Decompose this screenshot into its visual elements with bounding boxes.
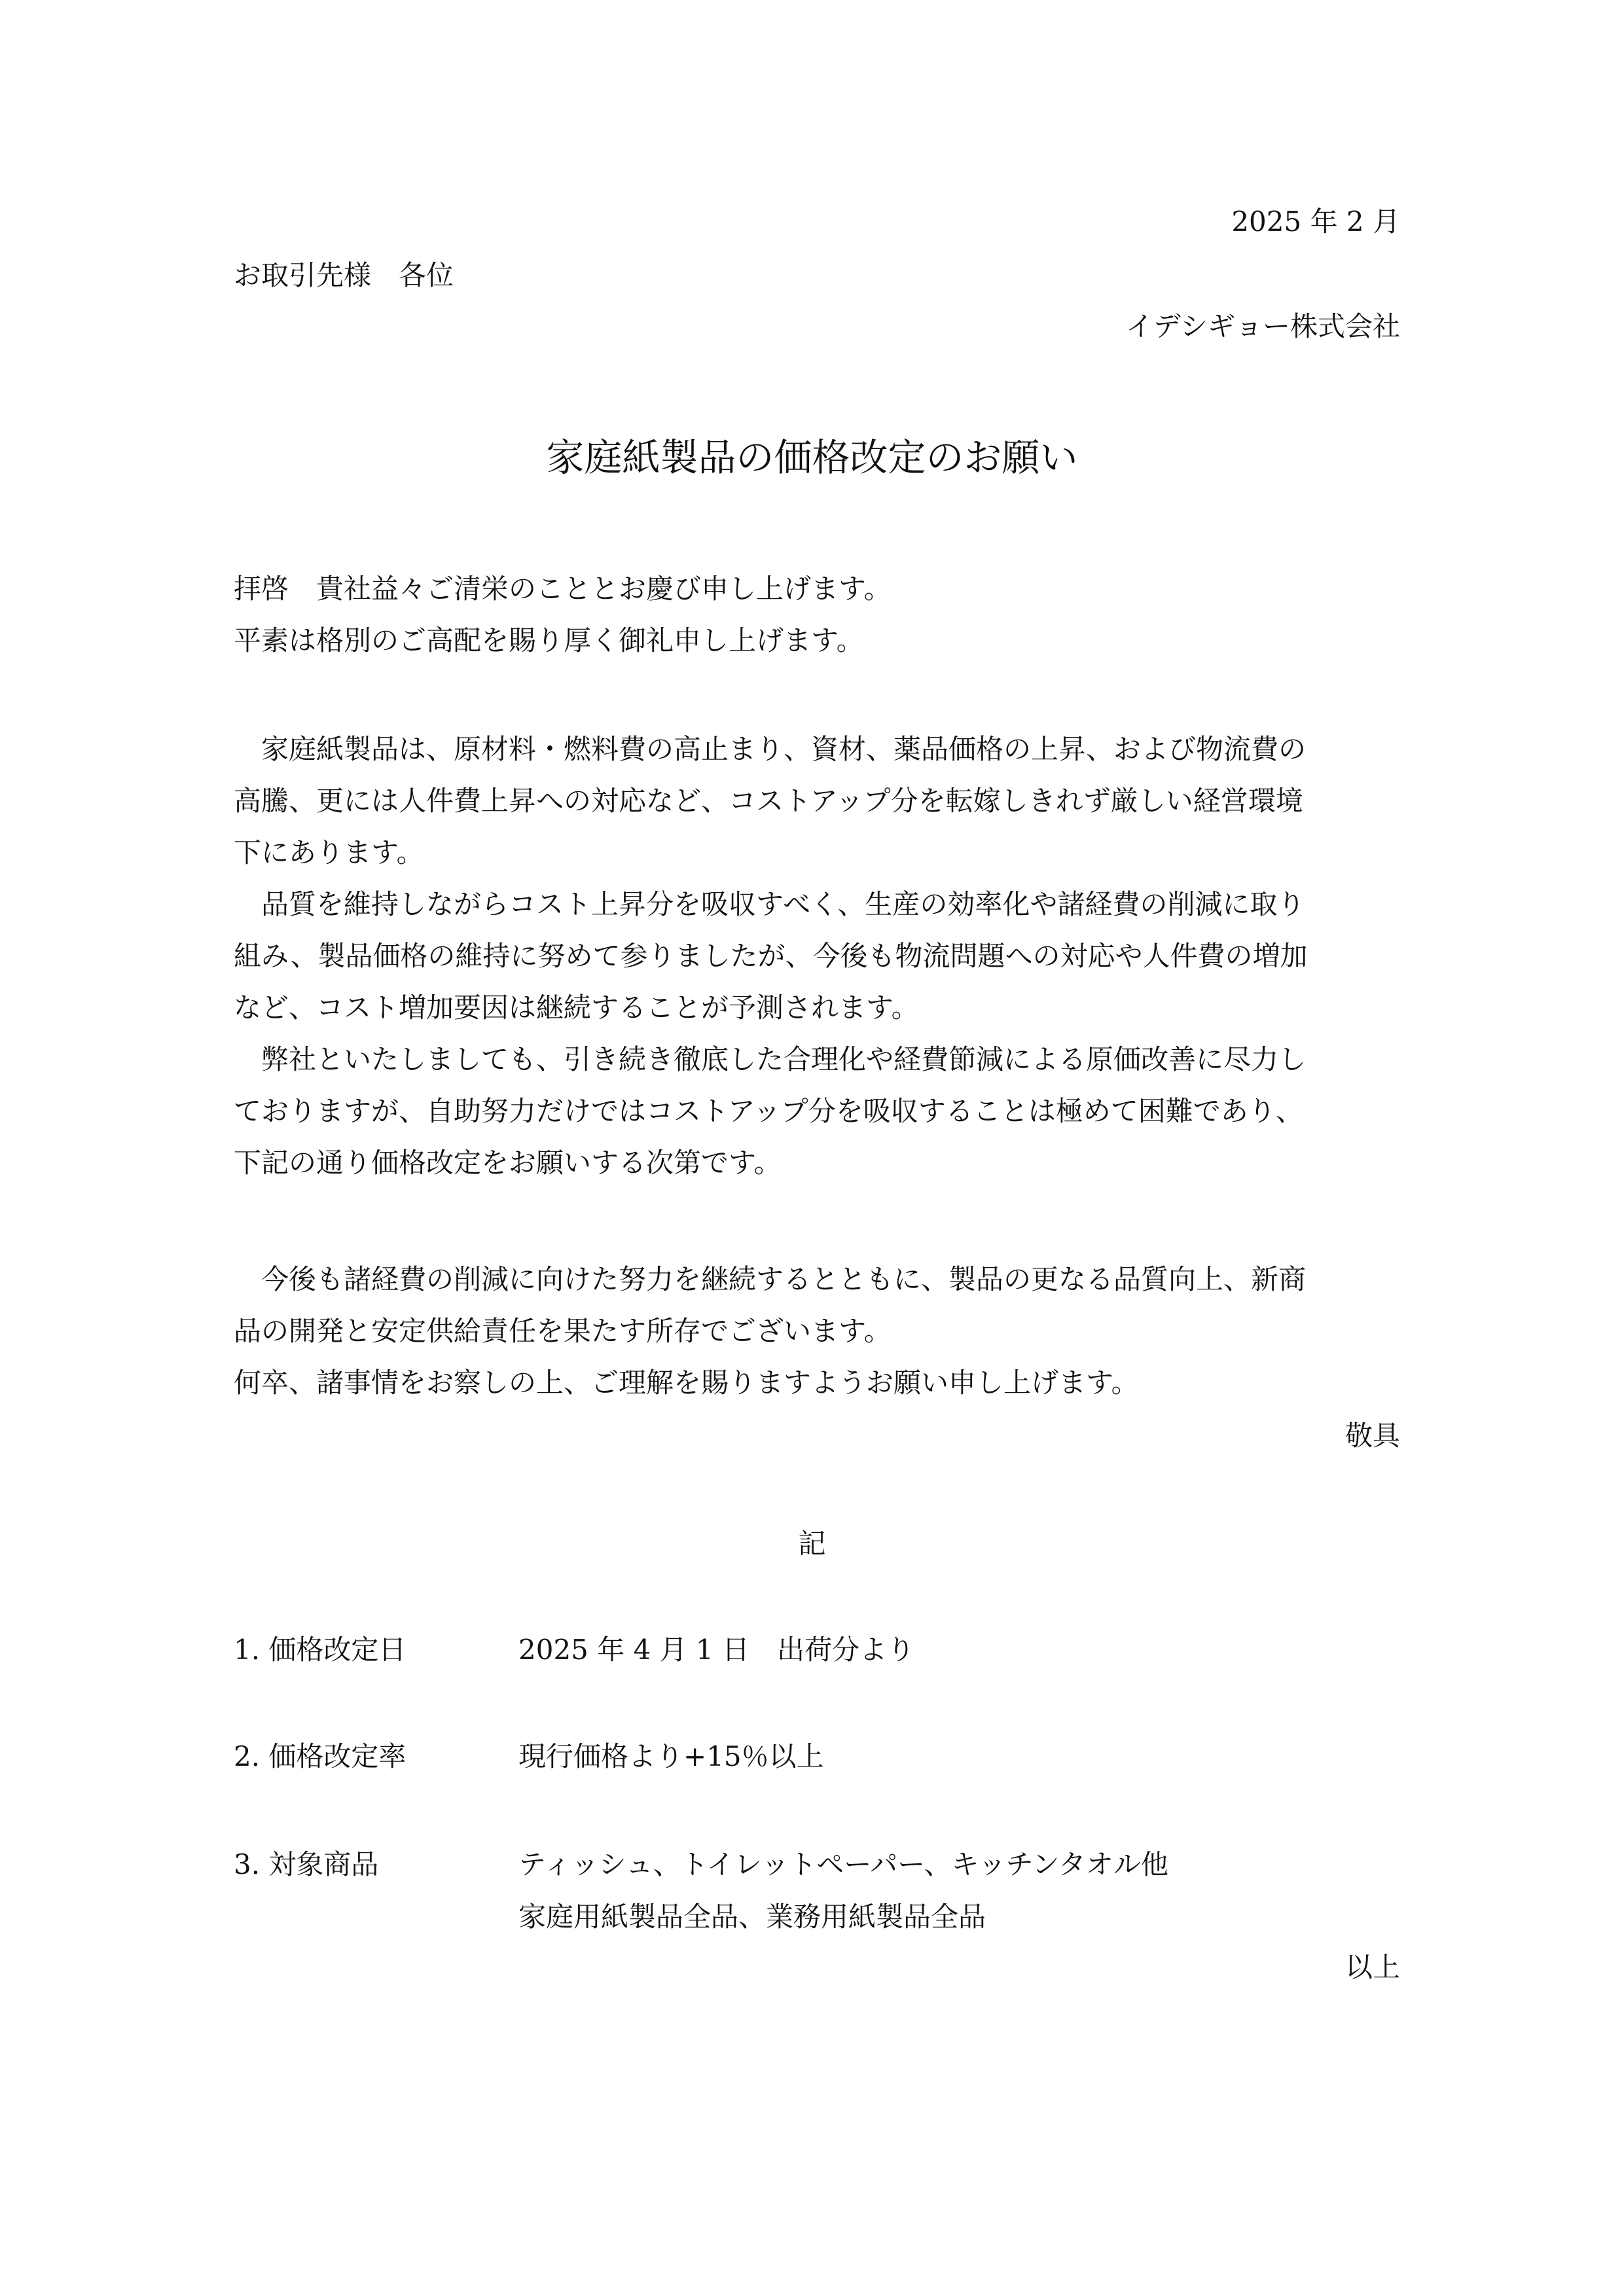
item-2-label: 2. 価格改定率	[234, 1740, 406, 1772]
body-line: 高騰、更には人件費上昇への対応など、コストアップ分を転嫁しきれず厳しい経営環境	[234, 785, 1303, 817]
item-3-value: ティッシュ、トイレットペーパー、キッチンタオル他	[518, 1848, 1168, 1880]
body-line: 下記の通り価格改定をお願いする次第です。	[234, 1147, 782, 1179]
body-line: など、コスト増加要因は継続することが予測されます。	[234, 992, 919, 1024]
body-line: 組み、製品価格の維持に努めて参りましたが、今後も物流問題への対応や人件費の増加	[234, 940, 1308, 972]
page-title: 家庭紙製品の価格改定のお願い	[546, 435, 1078, 480]
body-line: 弊社といたしましても、引き続き徹底した合理化や経費節減による原価改善に尽力し	[234, 1043, 1307, 1075]
greeting	[234, 563, 1399, 666]
greeting-line: 拝啓 貴社益々ご清栄のこととお慶び申し上げます。	[234, 573, 892, 605]
body-line: 品質を維持しながらコスト上昇分を吸収すべく、生産の効率化や諸経費の削減に取り	[234, 888, 1305, 920]
sender-company: イデシギョー株式会社	[1125, 310, 1400, 342]
body-line: ておりますが、自助努力だけではコストアップ分を吸収することは極めて困難であり、	[234, 1095, 1303, 1127]
closing: 敬具	[1344, 1420, 1400, 1452]
end-mark: 以上	[1344, 1951, 1400, 1983]
recipient: お取引先様 各位	[234, 259, 454, 291]
body-line: 家庭紙製品は、原材料・燃料費の高止まり、資材、薬品価格の上昇、および物流費の	[234, 733, 1307, 765]
ki-heading: 記	[798, 1528, 826, 1560]
item-2-value: 現行価格より+15％以上	[518, 1740, 824, 1772]
body-line: 今後も諸経費の削減に向けた努力を継続するとともに、製品の更なる品質向上、新商	[234, 1263, 1307, 1295]
item-3-value-2: 家庭用紙製品全品、業務用紙製品全品	[518, 1901, 986, 1933]
body-paragraph-1	[234, 723, 1399, 1189]
body-line: 品の開発と安定供給責任を果たす所存でございます。	[234, 1315, 892, 1347]
body-line: 何卒、諸事情をお察しの上、ご理解を賜りますようお願い申し上げます。	[234, 1367, 1139, 1399]
item-1-value: 2025 年 4 月 1 日 出荷分より	[518, 1634, 915, 1666]
body-paragraph-2	[234, 1253, 1399, 1408]
body-line: 下にあります。	[234, 836, 424, 869]
greeting-line: 平素は格別のご高配を賜り厚く御礼申し上げます。	[234, 624, 864, 656]
item-3-label: 3. 対象商品	[234, 1848, 379, 1880]
date: 2025 年 2 月	[1231, 206, 1400, 238]
item-1-label: 1. 価格改定日	[234, 1634, 406, 1666]
